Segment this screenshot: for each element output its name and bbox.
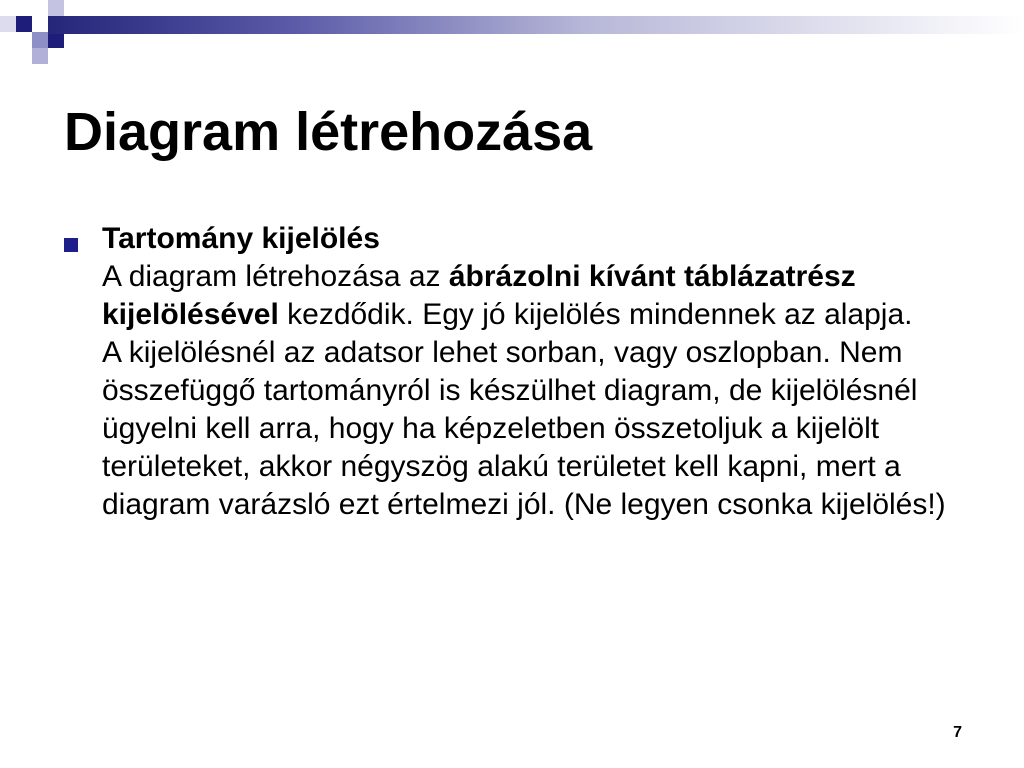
decorative-square <box>48 0 64 16</box>
bullet-item <box>64 220 964 524</box>
header-gradient-bar <box>48 16 1024 34</box>
page-number: 7 <box>953 724 962 741</box>
bullet-paragraph-1 <box>102 258 964 334</box>
decorative-square <box>32 32 48 48</box>
slide-title: Diagram létrehozása <box>64 102 593 162</box>
paragraph-1-intro: A diagram létrehozása az <box>102 260 449 293</box>
decorative-square <box>16 16 32 32</box>
decorative-square <box>0 16 16 32</box>
bullet-paragraph-2: A kijelölésnél az adatsor lehet sorban, vagy oszlopban. Nem összefüggő tartományról is készülhet diagram, de kijelölésnél ügyelni kell arra, hogy ha képzeletben összetoljuk a kijelölt területeket, akkor négyszög alakú területet kell kapni, mert a diagram varázsló ezt értelmezi jól. (Ne legyen csonka kijelölés!) <box>102 336 946 521</box>
bullet-heading: Tartomány kijelölés <box>102 222 380 255</box>
decorative-square <box>32 48 48 64</box>
bullet-text <box>102 220 964 524</box>
paragraph-1-rest: kezdődik. Egy jó kijelölés mindennek az alapja. <box>278 298 913 331</box>
decorative-square <box>48 32 64 48</box>
square-bullet-icon <box>64 238 78 252</box>
paragraph-1-emphasis: ábrázolni kívánt táblázatrész kijelölésével <box>102 260 856 331</box>
